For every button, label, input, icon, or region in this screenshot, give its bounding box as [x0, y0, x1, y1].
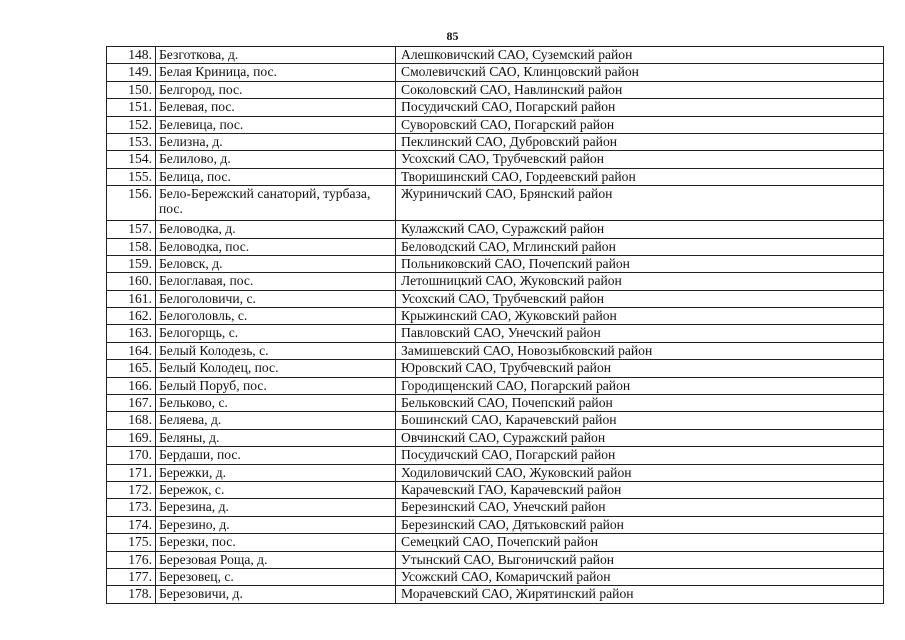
row-number-cell: 164.: [107, 342, 156, 359]
settlement-name-cell: Белица, пос.: [156, 168, 396, 185]
settlement-name-cell: Белоголовль, с.: [156, 308, 396, 325]
row-number-cell: 177.: [107, 568, 156, 585]
row-number-cell: 166.: [107, 377, 156, 394]
administrative-area-cell: Березинский САО, Унечский район: [396, 499, 884, 516]
row-number-cell: 160.: [107, 273, 156, 290]
settlement-name-cell: Березино, д.: [156, 516, 396, 533]
table-row: [107, 481, 884, 498]
page-number: 85: [446, 29, 459, 43]
table-row: [107, 447, 884, 464]
table-row: [107, 395, 884, 412]
table-row: [107, 238, 884, 255]
table-row: [107, 412, 884, 429]
table-row: [107, 534, 884, 551]
row-number-cell: 174.: [107, 516, 156, 533]
table-row: [107, 151, 884, 168]
row-number-cell: 176.: [107, 551, 156, 568]
settlements-table: [106, 46, 884, 604]
table-row: [107, 186, 884, 221]
row-number-cell: 150.: [107, 81, 156, 98]
administrative-area-cell: Соколовский САО, Навлинский район: [396, 81, 884, 98]
table-row: [107, 360, 884, 377]
table-row: [107, 255, 884, 272]
row-number-cell: 178.: [107, 586, 156, 603]
administrative-area-cell: Семецкий САО, Почепский район: [396, 534, 884, 551]
administrative-area-cell: Павловский САО, Унечский район: [396, 325, 884, 342]
administrative-area-cell: Замишевский САО, Новозыбковский район: [396, 342, 884, 359]
administrative-area-cell: Бельковский САО, Почепский район: [396, 395, 884, 412]
settlement-name-cell: Бельково, с.: [156, 395, 396, 412]
administrative-area-cell: Беловодский САО, Мглинский район: [396, 238, 884, 255]
settlement-name-cell: Белизна, д.: [156, 133, 396, 150]
settlements-table-body: [107, 47, 884, 604]
administrative-area-cell: Алешковичский САО, Суземский район: [396, 47, 884, 64]
settlement-name-cell: Беловодка, д.: [156, 221, 396, 238]
settlement-name-cell: Белевая, пос.: [156, 99, 396, 116]
table-row: [107, 308, 884, 325]
administrative-area-cell: Березинский САО, Дятьковский район: [396, 516, 884, 533]
settlement-name-cell: Бело-Бережский санаторий, турбаза, пос.: [156, 186, 396, 221]
row-number-cell: 165.: [107, 360, 156, 377]
row-number-cell: 175.: [107, 534, 156, 551]
table-row: [107, 586, 884, 603]
administrative-area-cell: Ходиловичский САО, Жуковский район: [396, 464, 884, 481]
settlement-name-cell: Беловск, д.: [156, 255, 396, 272]
administrative-area-cell: Усохский САО, Трубчевский район: [396, 290, 884, 307]
table-row: [107, 499, 884, 516]
row-number-cell: 157.: [107, 221, 156, 238]
settlement-name-cell: Белый Колодец, пос.: [156, 360, 396, 377]
settlement-name-cell: Бережки, д.: [156, 464, 396, 481]
table-row: [107, 551, 884, 568]
row-number-cell: 156.: [107, 186, 156, 221]
row-number-cell: 151.: [107, 99, 156, 116]
table-row: [107, 116, 884, 133]
administrative-area-cell: Посудичский САО, Погарский район: [396, 447, 884, 464]
table-row: [107, 168, 884, 185]
settlement-name-cell: Березина, д.: [156, 499, 396, 516]
row-number-cell: 169.: [107, 429, 156, 446]
settlement-name-cell: Березовец, с.: [156, 568, 396, 585]
settlement-name-cell: Беляева, д.: [156, 412, 396, 429]
row-number-cell: 173.: [107, 499, 156, 516]
row-number-cell: 172.: [107, 481, 156, 498]
settlement-name-cell: Беловодка, пос.: [156, 238, 396, 255]
table-row: [107, 273, 884, 290]
administrative-area-cell: Летошницкий САО, Жуковский район: [396, 273, 884, 290]
settlement-name-cell: Березки, пос.: [156, 534, 396, 551]
row-number-cell: 168.: [107, 412, 156, 429]
table-row: [107, 290, 884, 307]
settlement-name-cell: Белогорщь, с.: [156, 325, 396, 342]
settlement-name-cell: Белилово, д.: [156, 151, 396, 168]
row-number-cell: 162.: [107, 308, 156, 325]
settlement-name-cell: Березовичи, д.: [156, 586, 396, 603]
table-row: [107, 568, 884, 585]
settlement-name-cell: Беляны, д.: [156, 429, 396, 446]
table-row: [107, 377, 884, 394]
table-row: [107, 47, 884, 64]
settlement-name-cell: Березовая Роща, д.: [156, 551, 396, 568]
row-number-cell: 158.: [107, 238, 156, 255]
settlement-name-cell: Бердаши, пос.: [156, 447, 396, 464]
administrative-area-cell: Суворовский САО, Погарский район: [396, 116, 884, 133]
settlement-name-cell: Белевица, пос.: [156, 116, 396, 133]
table-row: [107, 133, 884, 150]
table-row: [107, 81, 884, 98]
settlement-name-cell: Белгород, пос.: [156, 81, 396, 98]
settlement-name-cell: Белоглавая, пос.: [156, 273, 396, 290]
administrative-area-cell: Посудичский САО, Погарский район: [396, 99, 884, 116]
administrative-area-cell: Смолевичский САО, Клинцовский район: [396, 64, 884, 81]
administrative-area-cell: Усохский САО, Трубчевский район: [396, 151, 884, 168]
administrative-area-cell: Пеклинский САО, Дубровский район: [396, 133, 884, 150]
row-number-cell: 153.: [107, 133, 156, 150]
administrative-area-cell: Усожский САО, Комаричский район: [396, 568, 884, 585]
administrative-area-cell: Кулажский САО, Суражский район: [396, 221, 884, 238]
administrative-area-cell: Журиничский САО, Брянский район: [396, 186, 884, 221]
row-number-cell: 155.: [107, 168, 156, 185]
row-number-cell: 163.: [107, 325, 156, 342]
table-row: [107, 99, 884, 116]
row-number-cell: 161.: [107, 290, 156, 307]
table-row: [107, 325, 884, 342]
settlement-name-cell: Безготкова, д.: [156, 47, 396, 64]
table-row: [107, 221, 884, 238]
row-number-cell: 159.: [107, 255, 156, 272]
settlement-name-cell: Белоголовичи, с.: [156, 290, 396, 307]
administrative-area-cell: Утынский САО, Выгоничский район: [396, 551, 884, 568]
settlement-name-cell: Белая Криница, пос.: [156, 64, 396, 81]
administrative-area-cell: Творишинский САО, Гордеевский район: [396, 168, 884, 185]
administrative-area-cell: Бошинский САО, Карачевский район: [396, 412, 884, 429]
administrative-area-cell: Карачевский ГАО, Карачевский район: [396, 481, 884, 498]
row-number-cell: 171.: [107, 464, 156, 481]
settlement-name-cell: Бережок, с.: [156, 481, 396, 498]
table-row: [107, 516, 884, 533]
table-row: [107, 464, 884, 481]
row-number-cell: 152.: [107, 116, 156, 133]
row-number-cell: 170.: [107, 447, 156, 464]
administrative-area-cell: Морачевский САО, Жирятинский район: [396, 586, 884, 603]
row-number-cell: 154.: [107, 151, 156, 168]
administrative-area-cell: Юровский САО, Трубчевский район: [396, 360, 884, 377]
table-row: [107, 64, 884, 81]
administrative-area-cell: Городищенский САО, Погарский район: [396, 377, 884, 394]
table-row: [107, 429, 884, 446]
row-number-cell: 149.: [107, 64, 156, 81]
row-number-cell: 167.: [107, 395, 156, 412]
administrative-area-cell: Овчинский САО, Суражский район: [396, 429, 884, 446]
administrative-area-cell: Крыжинский САО, Жуковский район: [396, 308, 884, 325]
table-row: [107, 342, 884, 359]
row-number-cell: 148.: [107, 47, 156, 64]
settlement-name-cell: Белый Поруб, пос.: [156, 377, 396, 394]
administrative-area-cell: Польниковский САО, Почепский район: [396, 255, 884, 272]
settlement-name-cell: Белый Колодезь, с.: [156, 342, 396, 359]
